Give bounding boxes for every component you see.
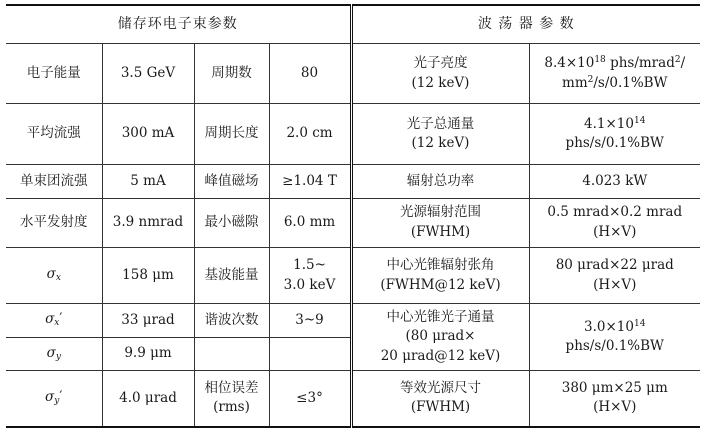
label-line: 等效光源尺寸 [400, 379, 481, 396]
label-line: 中心光锥光子通量 [386, 308, 495, 325]
table-row [6, 370, 700, 427]
table-row [6, 199, 700, 247]
label-line: 相位误差 [204, 379, 259, 396]
cell-value: ≤3° [269, 370, 351, 427]
cell-value [529, 199, 700, 247]
value-line [533, 74, 698, 94]
table-row [6, 247, 700, 304]
cell-label: 谐波次数 [194, 304, 269, 337]
value-line: 3.0 keV [283, 276, 336, 293]
exponent: 14 [634, 318, 646, 329]
cell-empty [269, 337, 351, 370]
cell-empty [194, 337, 269, 370]
cell-value: ≥1.04 T [269, 164, 351, 198]
table-row [6, 104, 700, 165]
subscript: x [54, 318, 60, 329]
cell-label: 水平发射度 [6, 199, 102, 247]
cell-label [351, 104, 529, 165]
cell-symbol [6, 370, 102, 427]
cell-label: 平均流强 [6, 104, 102, 165]
value-text: 3.0×10 [584, 318, 634, 335]
cell-value: 4.023 kW [529, 164, 700, 198]
cell-value: 3~9 [269, 304, 351, 337]
cell-symbol [6, 337, 102, 370]
label-line: (12 keV) [411, 74, 470, 91]
cell-value: 80 [269, 43, 351, 104]
label-line: (FWHM@12 keV) [380, 276, 501, 293]
cell-label [351, 199, 529, 247]
value-line [533, 115, 698, 135]
cell-label: 基波能量 [194, 247, 269, 304]
cell-value [529, 247, 700, 304]
cell-value: 300 mA [102, 104, 194, 165]
value-text: 4.1×10 [584, 115, 634, 132]
value-line: 1.5~ [293, 256, 326, 273]
sigma-symbol: σ [46, 344, 56, 361]
cell-value: 9.9 μm [102, 337, 194, 370]
cell-label: 周期长度 [194, 104, 269, 165]
label-line: (80 μrad× [405, 328, 476, 345]
cell-value: 158 μm [102, 247, 194, 304]
exponent: 2 [587, 74, 594, 85]
value-line: phs/s/0.1%BW [565, 338, 664, 355]
label-line: (FWHM) [410, 224, 471, 241]
cell-label: 辐射总功率 [351, 164, 529, 198]
label-line: 光子总通量 [406, 115, 475, 132]
label-line: (rms) [213, 399, 250, 416]
cell-label [351, 370, 529, 427]
exponent: 14 [634, 115, 646, 126]
label-line: 光源辐射范围 [400, 204, 481, 221]
cell-label: 电子能量 [6, 43, 102, 104]
subscript: y [54, 396, 60, 407]
subscript: x [55, 273, 61, 284]
value-line: (H×V) [593, 224, 637, 241]
header-undulator: 波 荡 器 参 数 [351, 5, 700, 43]
sigma-symbol: σ [45, 389, 55, 406]
prime-mark: ′ [59, 389, 63, 406]
cell-symbol [6, 247, 102, 304]
value-text: phs/mrad [605, 55, 675, 72]
value-line: phs/s/0.1%BW [565, 135, 664, 152]
header-row [6, 5, 700, 43]
table-row [6, 164, 700, 198]
parameter-table [6, 4, 700, 428]
label-line: 中心光锥辐射张角 [386, 256, 495, 273]
value-text: 8.4×10 [544, 55, 595, 72]
sigma-symbol: σ [45, 311, 55, 328]
cell-label [351, 304, 529, 371]
cell-value: 5 mA [102, 164, 194, 198]
cell-value: 3.9 nmrad [102, 199, 194, 247]
value-line: (H×V) [593, 276, 637, 293]
exponent: 2 [674, 55, 681, 66]
cell-label: 单束团流强 [6, 164, 102, 198]
cell-value: 6.0 mm [269, 199, 351, 247]
cell-label [351, 247, 529, 304]
cell-label: 周期数 [194, 43, 269, 104]
cell-label: 峰值磁场 [194, 164, 269, 198]
label-line: 光子亮度 [413, 55, 468, 72]
subscript: y [55, 351, 61, 362]
cell-label [194, 370, 269, 427]
value-line [533, 54, 698, 74]
cell-value: 2.0 cm [269, 104, 351, 165]
value-line [533, 318, 698, 338]
cell-label [351, 43, 529, 104]
header-storage-ring: 储存环电子束参数 [6, 5, 351, 43]
value-line: (H×V) [593, 399, 637, 416]
cell-value [529, 304, 700, 371]
table-row [6, 304, 700, 337]
value-text: / [680, 55, 686, 72]
cell-value: 3.5 GeV [102, 43, 194, 104]
table-row [6, 43, 700, 104]
exponent: 18 [594, 55, 606, 66]
value-line: 380 μm×25 μm [561, 379, 668, 396]
prime-mark: ′ [59, 311, 63, 328]
sigma-symbol: σ [46, 266, 56, 283]
value-text: /s/0.1%BW [593, 74, 668, 91]
cell-value [269, 247, 351, 304]
cell-value: 4.0 μrad [102, 370, 194, 427]
cell-label: 最小磁隙 [194, 199, 269, 247]
cell-value [529, 104, 700, 165]
label-line: (12 keV) [411, 135, 470, 152]
value-line: 80 μrad×22 μrad [555, 256, 674, 273]
cell-value [529, 43, 700, 104]
value-text: mm [562, 74, 588, 91]
value-line: 0.5 mrad×0.2 mrad [547, 204, 683, 221]
cell-value: 33 μrad [102, 304, 194, 337]
label-line: 20 μrad@12 keV) [380, 347, 501, 364]
label-line: (FWHM) [410, 399, 471, 416]
cell-symbol [6, 304, 102, 337]
cell-value [529, 370, 700, 427]
